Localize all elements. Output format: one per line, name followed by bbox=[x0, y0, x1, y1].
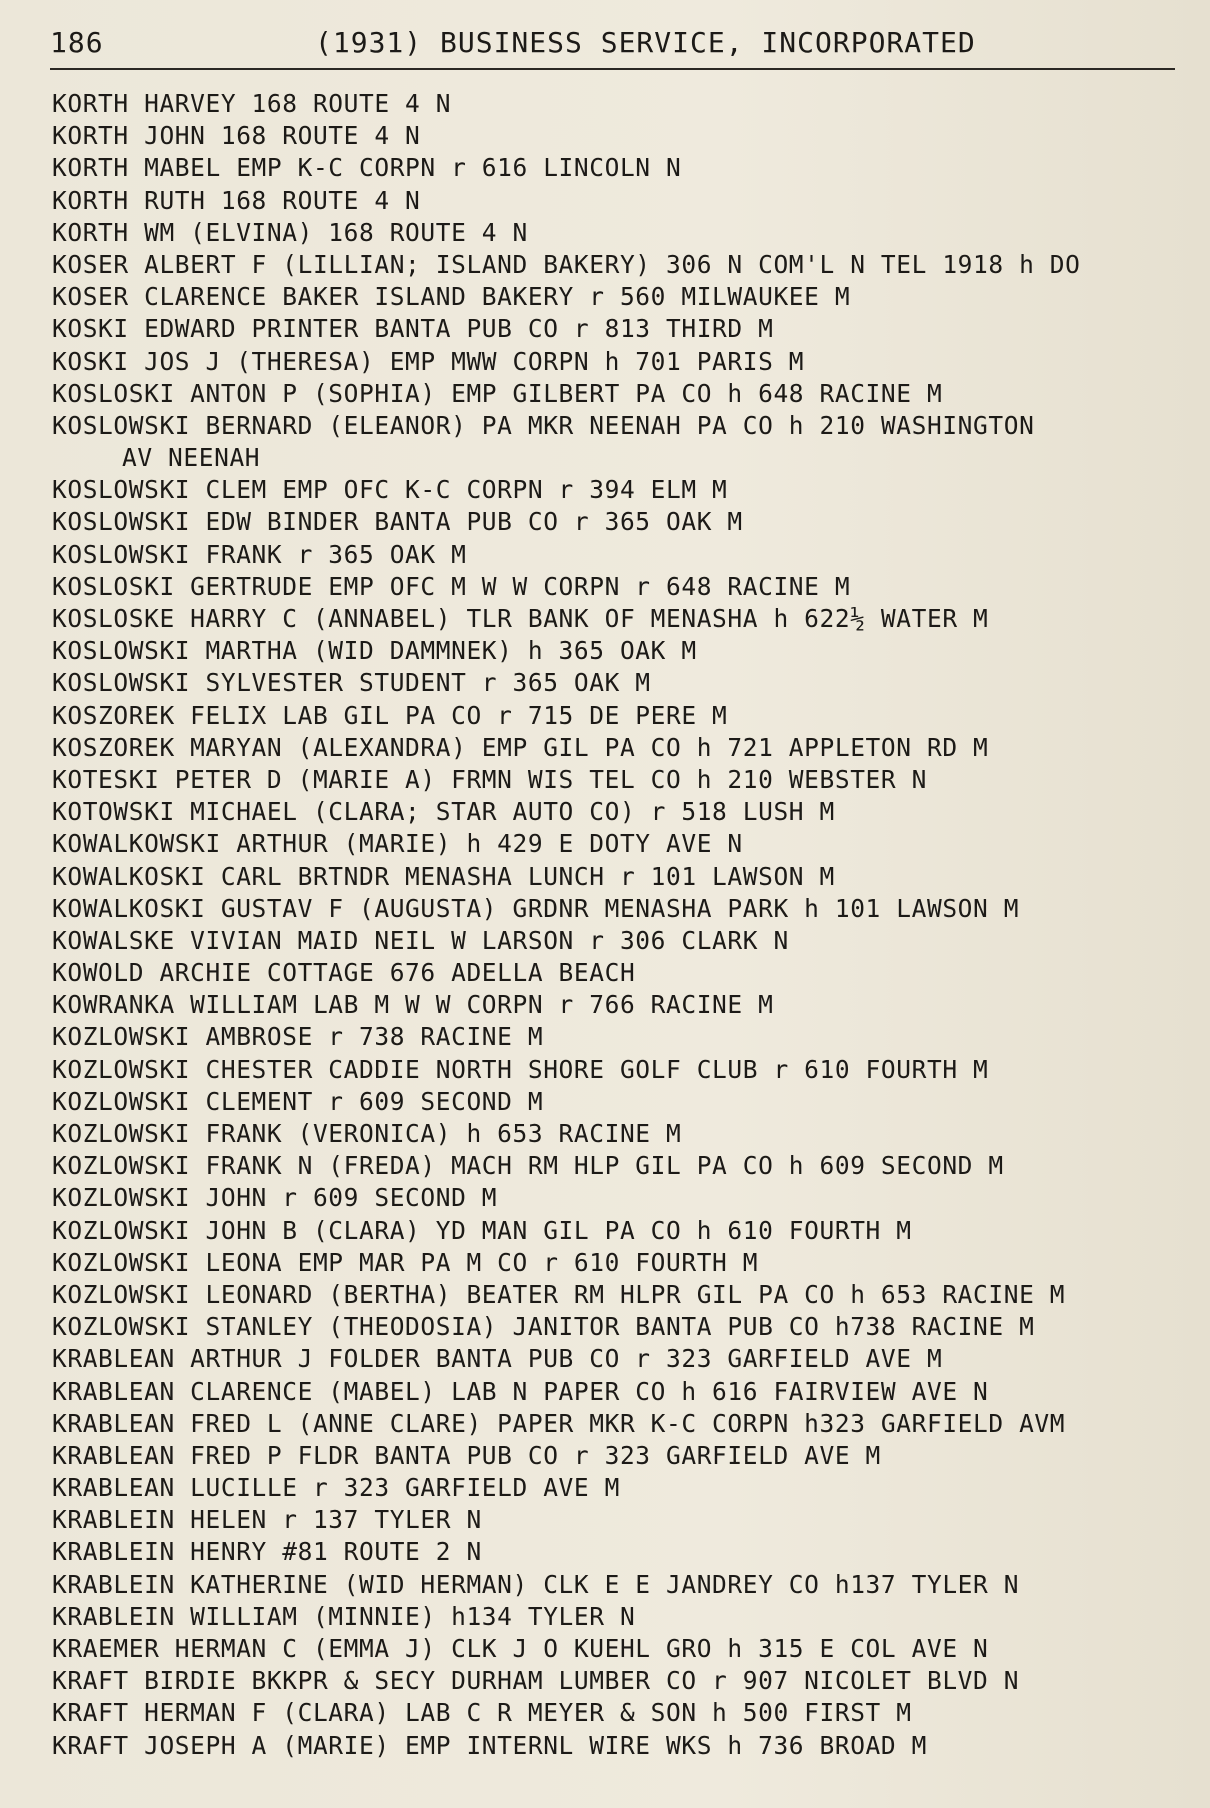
directory-entry: KOWALKOWSKI ARTHUR (MARIE) h 429 E DOTY AVE N bbox=[52, 829, 743, 859]
directory-entry: KRAFT JOSEPH A (MARIE) EMP INTERNL WIRE WKS h 736 BROAD M bbox=[52, 1730, 927, 1760]
directory-entry: KOSLOSKI ANTON P (SOPHIA) EMP GILBERT PA CO h 648 RACINE M bbox=[52, 378, 943, 408]
directory-entry: KOWALKOSKI GUSTAV F (AUGUSTA) GRDNR MENASHA PARK h 101 LAWSON M bbox=[52, 893, 1020, 923]
directory-entry: KOWALKOSKI CARL BRTNDR MENASHA LUNCH r 101 LAWSON M bbox=[52, 861, 835, 891]
directory-entry: KOSER ALBERT F (LILLIAN; ISLAND BAKERY) 306 N COM'L N TEL 1918 h DO bbox=[52, 249, 1081, 279]
directory-entry: KOSLOWSKI SYLVESTER STUDENT r 365 OAK M bbox=[52, 668, 651, 698]
directory-entry: KOWRANKA WILLIAM LAB M W W CORPN r 766 RACINE M bbox=[52, 990, 774, 1020]
directory-entry: KORTH JOHN 168 ROUTE 4 N bbox=[52, 121, 421, 151]
directory-entry: KOSLOWSKI FRANK r 365 OAK M bbox=[52, 539, 467, 569]
directory-entry: KRAFT BIRDIE BKKPR & SECY DURHAM LUMBER CO r 907 NICOLET BLVD N bbox=[52, 1666, 1020, 1696]
directory-entry: KORTH HARVEY 168 ROUTE 4 N bbox=[52, 89, 452, 118]
page-number: 186 bbox=[50, 26, 104, 59]
directory-entry: KRABLEAN ARTHUR J FOLDER BANTA PUB CO r 323 GARFIELD AVE M bbox=[52, 1344, 943, 1374]
directory-entry: KOZLOWSKI FRANK (VERONICA) h 653 RACINE M bbox=[52, 1119, 682, 1148]
directory-entries bbox=[52, 88, 1182, 1762]
directory-entry: KOSLOWSKI EDW BINDER BANTA PUB CO r 365 OAK M bbox=[52, 507, 743, 537]
directory-entry: KOSKI JOS J (THERESA) EMP MWW CORPN h 701 PARIS M bbox=[52, 346, 805, 376]
directory-entry: KRABLEIN HELEN r 137 TYLER N bbox=[52, 1505, 482, 1535]
directory-entry: KRABLEIN HENRY #81 ROUTE 2 N bbox=[52, 1537, 482, 1567]
directory-entry: KOSLOWSKI BERNARD (ELEANOR) PA MKR NEENAH PA CO h 210 WASHINGTON bbox=[52, 410, 1035, 440]
directory-entry: KOSLOWSKI CLEM EMP OFC K-C CORPN r 394 ELM M bbox=[52, 475, 728, 505]
directory-entry: KRABLEIN KATHERINE (WID HERMAN) CLK E E JANDREY CO h137 TYLER N bbox=[52, 1569, 1020, 1599]
directory-entry: KOSER CLARENCE BAKER ISLAND BAKERY r 560 MILWAUKEE M bbox=[52, 282, 851, 312]
directory-entry: KOZLOWSKI LEONARD (BERTHA) BEATER RM HLPR GIL PA CO h 653 RACINE M bbox=[52, 1279, 1066, 1309]
directory-entry: KOZLOWSKI JOHN B (CLARA) YD MAN GIL PA CO h 610 FOURTH M bbox=[52, 1215, 912, 1245]
directory-entry: KORTH RUTH 168 ROUTE 4 N bbox=[52, 185, 421, 215]
directory-entry: KOTOWSKI MICHAEL (CLARA; STAR AUTO CO) r 518 LUSH M bbox=[52, 797, 835, 827]
directory-entry: KORTH MABEL EMP K-C CORPN r 616 LINCOLN N bbox=[52, 153, 682, 183]
directory-entry: KOZLOWSKI CHESTER CADDIE NORTH SHORE GOLF CLUB r 610 FOURTH M bbox=[52, 1054, 989, 1084]
directory-entry: KOZLOWSKI LEONA EMP MAR PA M CO r 610 FOURTH M bbox=[52, 1247, 759, 1277]
directory-entry: KOSLOSKE HARRY C (ANNABEL) TLR BANK OF MENASHA h 622½ WATER M bbox=[52, 604, 989, 633]
directory-entry: KOSZOREK MARYAN (ALEXANDRA) EMP GIL PA CO h 721 APPLETON RD M bbox=[52, 732, 989, 762]
directory-entry: KOSZOREK FELIX LAB GIL PA CO r 715 DE PERE M bbox=[52, 700, 728, 730]
directory-entry: KRABLEAN FRED L (ANNE CLARE) PAPER MKR K-C CORPN h323 GARFIELD AVM bbox=[52, 1408, 1066, 1438]
directory-entry: KOWALSKE VIVIAN MAID NEIL W LARSON r 306 CLARK N bbox=[52, 925, 789, 955]
directory-entry: KORTH WM (ELVINA) 168 ROUTE 4 N bbox=[52, 217, 528, 247]
directory-entry: KRABLEAN CLARENCE (MABEL) LAB N PAPER CO h 616 FAIRVIEW AVE N bbox=[52, 1376, 989, 1406]
directory-entry: KRAFT HERMAN F (CLARA) LAB C R MEYER & SON h 500 FIRST M bbox=[52, 1698, 912, 1728]
directory-entry: KRABLEAN LUCILLE r 323 GARFIELD AVE M bbox=[52, 1473, 620, 1503]
directory-entry: KRABLEAN FRED P FLDR BANTA PUB CO r 323 GARFIELD AVE M bbox=[52, 1440, 881, 1470]
directory-entry: KRAEMER HERMAN C (EMMA J) CLK J O KUEHL GRO h 315 E COL AVE N bbox=[52, 1634, 989, 1663]
directory-entry: KOZLOWSKI AMBROSE r 738 RACINE M bbox=[52, 1022, 544, 1052]
directory-entry: KRABLEIN WILLIAM (MINNIE) h134 TYLER N bbox=[52, 1601, 636, 1631]
running-head: (1931) BUSINESS SERVICE, INCORPORATED bbox=[315, 26, 976, 59]
directory-entry: KOZLOWSKI FRANK N (FREDA) MACH RM HLP GIL PA CO h 609 SECOND M bbox=[52, 1151, 1004, 1181]
directory-entry: KOSLOSKI GERTRUDE EMP OFC M W W CORPN r 648 RACINE M bbox=[52, 571, 851, 601]
directory-entry: KOSLOWSKI MARTHA (WID DAMMNEK) h 365 OAK M bbox=[52, 636, 697, 666]
header-rule bbox=[50, 68, 1175, 70]
directory-entry: AV NEENAH bbox=[122, 443, 261, 473]
directory-entry: KOTESKI PETER D (MARIE A) FRMN WIS TEL CO h 210 WEBSTER N bbox=[52, 764, 927, 794]
directory-entry: KOZLOWSKI STANLEY (THEODOSIA) JANITOR BANTA PUB CO h738 RACINE M bbox=[52, 1312, 1035, 1342]
directory-entry: KOWOLD ARCHIE COTTAGE 676 ADELLA BEACH bbox=[52, 958, 636, 988]
page-header bbox=[50, 22, 1170, 62]
directory-entry: KOZLOWSKI JOHN r 609 SECOND M bbox=[52, 1183, 498, 1213]
directory-entry: KOSKI EDWARD PRINTER BANTA PUB CO r 813 THIRD M bbox=[52, 314, 774, 344]
directory-entry: KOZLOWSKI CLEMENT r 609 SECOND M bbox=[52, 1086, 544, 1116]
